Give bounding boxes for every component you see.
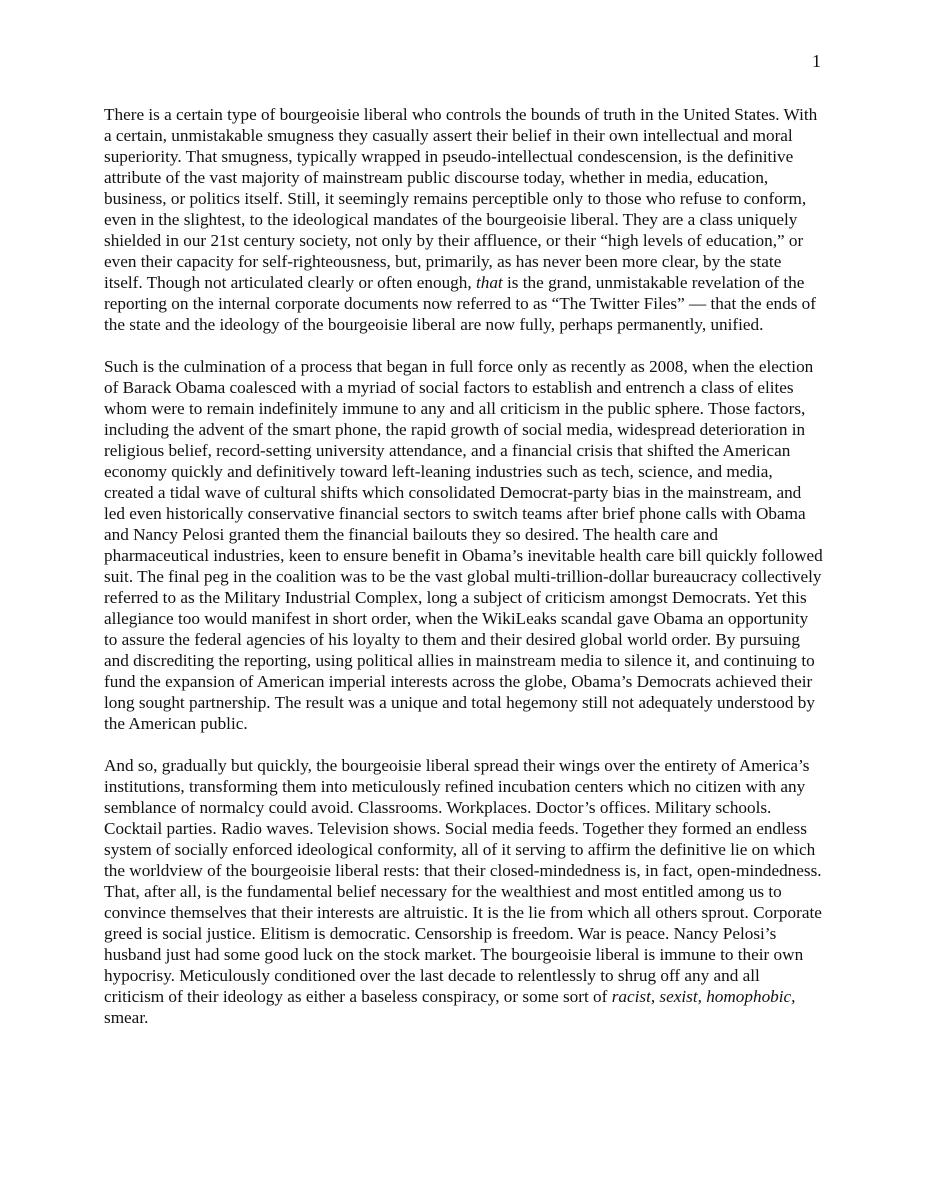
paragraph-1 — [104, 104, 824, 335]
paragraph-1-text-continued: is the grand, unmistakable revelation of the reporting on the internal corporate documents now referred to as “The Twitter Files” — that the ends of the state and the ideology of the bourgeoisie liberal are now fully, perhaps permanently, unified. — [104, 273, 817, 334]
page-number: 1 — [812, 51, 821, 71]
paragraph-3-text: And so, gradually but quickly, the bourgeoisie liberal spread their wings over the entirety of America’s institutions, transforming them into meticulously refined incubation centers which no citizen with any semblance of normalcy could avoid. Classrooms. Workplaces. Doctor’s offices. Military schools. Cocktail parties. Radio waves. Television shows. Social media feeds. Together they formed an endless system of socially enforced ideological conformity, all of it serving to affirm the definitive lie on which the worldview of the bourgeoisie liberal rests: that their closed-mindedness is, in fact, open-mindedness. That, after all, is the fundamental belief necessary for the wealthiest and most entitled among us to convince themselves that their interests are altruistic. It is the lie from which all others sprout. Corporate greed is social justice. Elitism is democratic. Censorship is freedom. War is peace. Nancy Pelosi’s husband just had some good luck on the stock market. The bourgeoisie liberal is immune to their own hypocrisy. Meticulously conditioned over the last decade to relentlessly to shrug off any and all criticism of their ideology as either a baseless conspiracy, or some sort of — [104, 756, 822, 1006]
paragraph-2 — [104, 356, 824, 734]
paragraph-3-text-continued: smear. — [104, 1008, 149, 1027]
paragraph-2-text: Such is the culmination of a process that began in full force only as recently as 2008, when the election of Barack Obama coalesced with a myriad of social factors to establish and entrench a class of elites whom were to remain indefinitely immune to any and all criticism in the public sphere. Those factors, including the advent of the smart phone, the rapid growth of social media, widespread deterioration in religious belief, record-setting university attendance, and a financial crisis that shifted the American economy quickly and definitively toward left-leaning industries such as tech, science, and media, created a tidal wave of cultural shifts which consolidated Democrat-party bias in the mainstream, and led even historically conservative financial sectors to switch teams after brief phone calls with Obama and Nancy Pelosi granted them the financial bailouts they so desired. The health care and pharmaceutical industries, keen to ensure benefit in Obama’s inevitable health care bill quickly followed suit. The final peg in the coalition was to be the vast global multi-trillion-dollar bureaucracy collectively referred to as the Military Industrial Complex, long a subject of criticism amongst Democrats. Yet this allegiance too would manifest in short order, when the WikiLeaks scandal gave Obama an opportunity to assure the federal agencies of his loyalty to them and their desired global world order. By pursuing and discrediting the reporting, using political allies in mainstream media to silence it, and continuing to fund the expansion of American imperial interests across the globe, Obama’s Democrats achieved their long sought partnership. The result was a unique and total hegemony still not adequately understood by the American public. — [104, 357, 823, 733]
paragraph-1-italic: that — [475, 273, 503, 292]
paragraph-3 — [104, 755, 824, 1028]
paragraph-1-text: There is a certain type of bourgeoisie liberal who controls the bounds of truth in the United States. With a certain, unmistakable smugness they casually assert their belief in their own intellectual and moral superiority. That smugness, typically wrapped in pseudo-intellectual condescension, is the definitive attribute of the vast majority of mainstream public discourse today, whether in media, education, business, or politics itself. Still, it seemingly remains perceptible only to those who refuse to conform, even in the slightest, to the ideological mandates of the bourgeoisie liberal. They are a class uniquely shielded in our 21st century society, not only by their affluence, or their “high levels of education,” or even their capacity for self-righteousness, but, primarily, as has never been more clear, by the state itself. Though not articulated clearly or often enough, — [104, 105, 818, 292]
document-body — [104, 104, 824, 1049]
paragraph-3-italic: racist, sexist, homophobic, — [611, 987, 796, 1006]
